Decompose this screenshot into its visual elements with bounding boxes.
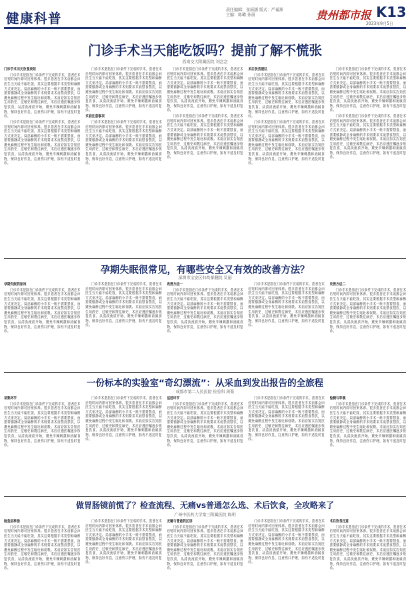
- page-code: K13: [376, 5, 407, 21]
- article-body: [4, 67, 406, 255]
- article-gastroscopy: [4, 500, 406, 592]
- header-rule: [4, 27, 406, 29]
- subheading: 孕期失眠的原因: [4, 282, 27, 286]
- text-column: [4, 67, 80, 255]
- article-body: [4, 282, 406, 370]
- text-column: [85, 396, 161, 494]
- subheading: 检查前准备: [4, 519, 20, 523]
- paragraph: 门诊手术是指在门诊条件下完成的手术，患者在术后短时间内即可回家休养。很多患者在手术前都会问医生当天能不能吃饭，其实这要根据手术类型和麻醉方式来决定。局部麻醉的小手术一般不需要禁食，而需要镇静或全身麻醉的手术则要求术前禁食禁饮，以避免麻醉过程中发生呕吐和误吸。术前应如实告知医生用药史、过敏史和既往病史，术后应遵医嘱逐步恢复饮食，从清淡流质开始，避免辛辣刺激和油腻食物，保持良好作息，注意伤口护理，如有不适及时复诊。: [329, 401, 407, 448]
- text-column: [330, 282, 406, 370]
- text-column: [167, 67, 243, 255]
- paragraph: 门诊手术是指在门诊条件下完成的手术，患者在术后短时间内即可回家休养。很多患者在手术前都会问医生当天能不能吃饭，其实这要根据手术类型和麻醉方式来决定。局部麻醉的小手术一般不需要禁食，而需要镇静或全身麻醉的手术则要求术前禁食禁饮，以避免麻醉过程中发生呕吐和误吸。术前应如实告知医生用药史、过敏史和既往病史，术后应遵医嘱逐步恢复饮食，从清淡流质开始，避免辛辣刺激和油腻食物，保持良好作息，注意伤口护理，如有不适及时复诊。: [248, 282, 325, 328]
- paragraph: 门诊手术是指在门诊条件下完成的手术，患者在术后短时间内即可回家休养。很多患者在手术前都会问医生当天能不能吃饭，其实这要根据手术类型和麻醉方式来决定。局部麻醉的小手术一般不需要禁食，而需要镇静或全身麻醉的手术则要求术前禁食禁饮，以避免麻醉过程中发生呕吐和误吸。术前应如实告知医生用药史、过敏史和既往病史，术后应遵医嘱逐步恢复饮食，从清淡流质开始，避免辛辣刺激和油腻食物，保持良好作息，注意伤口护理，如有不适及时复诊。: [248, 119, 325, 166]
- text-column: [248, 519, 324, 592]
- subheading: 门诊手术当天饮食须知: [4, 67, 36, 71]
- editor-credits: [226, 7, 318, 17]
- article-title: 一份标本的实验室“奇幻漂流”：从采血到发出报告的全旅程: [86, 379, 324, 389]
- text-column: [4, 282, 80, 370]
- text-column: [248, 396, 324, 494]
- paragraph: 门诊手术是指在门诊条件下完成的手术，患者在术后短时间内即可回家休养。很多患者在手术前都会问医生当天能不能吃饭，其实这要根据手术类型和麻醉方式来决定。局部麻醉的小手术一般不需要禁食，而需要镇静或全身麻醉的手术则要求术前禁食禁饮，以避免麻醉过程中发生呕吐和误吸。术前应如实告知医生用药史、过敏史和既往病史，术后应遵医嘱逐步恢复饮食，从清淡流质开始，避免辛辣刺激和油腻食物，保持良好作息，注意伤口护理，如有不适及时复诊。: [4, 72, 81, 119]
- editor-line-2: 主编：陈璐 孙丽: [226, 12, 256, 17]
- text-column: [167, 519, 243, 592]
- page-header: [4, 4, 406, 26]
- article-title: 孕期失眠很常见，有哪些安全又有效的改善方法？: [100, 265, 310, 276]
- text-column: [248, 282, 324, 370]
- article-byline: 西南交大附属医院 刘念念: [182, 59, 228, 64]
- paragraph: 门诊手术是指在门诊条件下完成的手术，患者在术后短时间内即可回家休养。很多患者在手术前都会问医生当天能不能吃饭，其实这要根据手术类型和麻醉方式来决定。局部麻醉的小手术一般不需要禁食，而需要镇静或全身麻醉的手术则要求术前禁食禁饮，以避免麻醉过程中发生呕吐和误吸。术前应如实告知医生用药史、过敏史和既往病史，术后应遵医嘱逐步恢复饮食，从清淡流质开始，避免辛辣刺激和油腻食物，保持良好作息，注意伤口护理，如有不适及时复诊。: [85, 67, 162, 113]
- text-column: [85, 282, 161, 370]
- paragraph: 门诊手术是指在门诊条件下完成的手术，患者在术后短时间内即可回家休养。很多患者在手术前都会问医生当天能不能吃饭，其实这要根据手术类型和麻醉方式来决定。局部麻醉的小手术一般不需要禁食，而需要镇静或全身麻醉的手术则要求术前禁食禁饮，以避免麻醉过程中发生呕吐和误吸。术前应如实告知医生用药史、过敏史和既往病史，术后应遵医嘱逐步恢复饮食，从清淡流质开始，避免辛辣刺激和油腻食物，保持良好作息，注意伤口护理，如有不适及时复诊。: [166, 114, 244, 160]
- article-byline: 广州中医药大学第三附属医院 陈明: [174, 512, 236, 517]
- text-column: [85, 519, 161, 592]
- text-column: [167, 396, 243, 494]
- article-body: [4, 519, 406, 592]
- paragraph: 门诊手术是指在门诊条件下完成的手术，患者在术后短时间内即可回家休养。很多患者在手术前都会问医生当天能不能吃饭，其实这要根据手术类型和麻醉方式来决定。局部麻醉的小手术一般不需要禁食，而需要镇静或全身麻醉的手术则要求术前禁食禁饮，以避免麻醉过程中发生呕吐和误吸。术前应如实告知医生用药史、过敏史和既往病史，术后应遵医嘱逐步恢复饮食，从清淡流质开始，避免辛辣刺激和油腻食物，保持良好作息，注意伤口护理，如有不适及时复诊。: [4, 119, 81, 166]
- section-divider: [4, 258, 406, 259]
- paragraph: 门诊手术是指在门诊条件下完成的手术，患者在术后短时间内即可回家休养。很多患者在手术前都会问医生当天能不能吃饭，其实这要根据手术类型和麻醉方式来决定。局部麻醉的小手术一般不需要禁食，而需要镇静或全身麻醉的手术则要求术前禁食禁饮，以避免麻醉过程中发生呕吐和误吸。术前应如实告知医生用药史、过敏史和既往病史，术后应遵医嘱逐步恢复饮食，从清淡流质开始，避免辛辣刺激和油腻食物，保持良好作息，注意伤口护理，如有不适及时复诊。: [85, 519, 162, 565]
- paragraph: 门诊手术是指在门诊条件下完成的手术，患者在术后短时间内即可回家休养。很多患者在手术前都会问医生当天能不能吃饭，其实这要根据手术类型和麻醉方式来决定。局部麻醉的小手术一般不需要禁食，而需要镇静或全身麻醉的手术则要求术前禁食禁饮，以避免麻醉过程中发生呕吐和误吸。术前应如实告知医生用药史、过敏史和既往病史，术后应遵医嘱逐步恢复饮食，从清淡流质开始，避免辛辣刺激和油腻食物，保持良好作息，注意伤口护理，如有不适及时复诊。: [248, 396, 325, 442]
- paragraph: 门诊手术是指在门诊条件下完成的手术，患者在术后短时间内即可回家休养。很多患者在手术前都会问医生当天能不能吃饭，其实这要根据手术类型和麻醉方式来决定。局部麻醉的小手术一般不需要禁食，而需要镇静或全身麻醉的手术则要求术前禁食禁饮，以避免麻醉过程中发生呕吐和误吸。术前应如实告知医生用药史、过敏史和既往病史，术后应遵医嘱逐步恢复饮食，从清淡流质开始，避免辛辣刺激和油腻食物，保持良好作息，注意伤口护理，如有不适及时复诊。: [85, 119, 162, 166]
- article-pregnancy-insomnia: [4, 262, 406, 370]
- subheading: 采集环节: [4, 396, 17, 400]
- section-divider: [4, 496, 406, 497]
- article-outpatient-surgery: [4, 40, 406, 257]
- paragraph: 门诊手术是指在门诊条件下完成的手术，患者在术后短时间内即可回家休养。很多患者在手术前都会问医生当天能不能吃饭，其实这要根据手术类型和麻醉方式来决定。局部麻醉的小手术一般不需要禁食，而需要镇静或全身麻醉的手术则要求术前禁食禁饮，以避免麻醉过程中发生呕吐和误吸。术前应如实告知医生用药史、过敏史和既往病史，术后应遵医嘱逐步恢复饮食，从清淡流质开始，避免辛辣刺激和油腻食物，保持良好作息，注意伤口护理，如有不适及时复诊。: [248, 72, 325, 119]
- article-byline: 深圳市宝安区妇幼保健院 吴丽: [178, 275, 232, 280]
- text-column: [330, 519, 406, 592]
- paragraph: 门诊手术是指在门诊条件下完成的手术，患者在术后短时间内即可回家休养。很多患者在手术前都会问医生当天能不能吃饭，其实这要根据手术类型和麻醉方式来决定。局部麻醉的小手术一般不需要禁食，而需要镇静或全身麻醉的手术则要求术前禁食禁饮，以避免麻醉过程中发生呕吐和误吸。术前应如实告知医生用药史、过敏史和既往病史，术后应遵医嘱逐步恢复饮食，从清淡流质开始，避免辛辣刺激和油腻食物，保持良好作息，注意伤口护理，如有不适及时复诊。: [4, 524, 81, 571]
- editor-line-1: 责任编辑：张丽涵 版式：严福源: [226, 7, 284, 12]
- paragraph: 门诊手术是指在门诊条件下完成的手术，患者在术后短时间内即可回家休养。很多患者在手术前都会问医生当天能不能吃饭，其实这要根据手术类型和麻醉方式来决定。局部麻醉的小手术一般不需要禁食，而需要镇静或全身麻醉的手术则要求术前禁食禁饮，以避免麻醉过程中发生呕吐和误吸。术前应如实告知医生用药史、过敏史和既往病史，术后应遵医嘱逐步恢复饮食，从清淡流质开始，避免辛辣刺激和油腻食物，保持良好作息，注意伤口护理，如有不适及时复诊。: [4, 401, 81, 448]
- text-column: [167, 282, 243, 370]
- paragraph: 门诊手术是指在门诊条件下完成的手术，患者在术后短时间内即可回家休养。很多患者在手术前都会问医生当天能不能吃饭，其实这要根据手术类型和麻醉方式来决定。局部麻醉的小手术一般不需要禁食，而需要镇静或全身麻醉的手术则要求术前禁食禁饮，以避免麻醉过程中发生呕吐和误吸。术前应如实告知医生用药史、过敏史和既往病史，术后应遵医嘱逐步恢复饮食，从清淡流质开始，避免辛辣刺激和油腻食物，保持良好作息，注意伤口护理，如有不适及时复诊。: [85, 282, 162, 328]
- section-divider: [4, 372, 406, 373]
- paragraph: 门诊手术是指在门诊条件下完成的手术，患者在术后短时间内即可回家休养。很多患者在手术前都会问医生当天能不能吃饭，其实这要根据手术类型和麻醉方式来决定。局部麻醉的小手术一般不需要禁食，而需要镇静或全身麻醉的手术则要求术前禁食禁饮，以避免麻醉过程中发生呕吐和误吸。术前应如实告知医生用药史、过敏史和既往病史，术后应遵医嘱逐步恢复饮食，从清淡流质开始，避免辛辣刺激和油腻食物，保持良好作息，注意伤口护理，如有不适及时复诊。: [166, 524, 244, 571]
- text-column: [248, 67, 324, 255]
- paragraph: 门诊手术是指在门诊条件下完成的手术，患者在术后短时间内即可回家休养。很多患者在手术前都会问医生当天能不能吃饭，其实这要根据手术类型和麻醉方式来决定。局部麻醉的小手术一般不需要禁食，而需要镇静或全身麻醉的手术则要求术前禁食禁饮，以避免麻醉过程中发生呕吐和误吸。术前应如实告知医生用药史、过敏史和既往病史，术后应遵医嘱逐步恢复饮食，从清淡流质开始，避免辛辣刺激和油腻食物，保持良好作息，注意伤口护理，如有不适及时复诊。: [85, 396, 162, 442]
- subheading: 术前注意事项: [85, 114, 105, 119]
- subheading: 术后饮食注意: [329, 519, 349, 523]
- article-lab-specimen: [4, 376, 406, 494]
- paragraph: 门诊手术是指在门诊条件下完成的手术，患者在术后短时间内即可回家休养。很多患者在手术前都会问医生当天能不能吃饭，其实这要根据手术类型和麻醉方式来决定。局部麻醉的小手术一般不需要禁食，而需要镇静或全身麻醉的手术则要求术前禁食禁饮，以避免麻醉过程中发生呕吐和误吸。术前应如实告知医生用药史、过敏史和既往病史，术后应遵医嘱逐步恢复饮食，从清淡流质开始，避免辛辣刺激和油腻食物，保持良好作息，注意伤口护理，如有不适及时复诊。: [329, 287, 407, 334]
- paragraph: 门诊手术是指在门诊条件下完成的手术，患者在术后短时间内即可回家休养。很多患者在手术前都会问医生当天能不能吃饭，其实这要根据手术类型和麻醉方式来决定。局部麻醉的小手术一般不需要禁食，而需要镇静或全身麻醉的手术则要求术前禁食禁饮，以避免麻醉过程中发生呕吐和误吸。术前应如实告知医生用药史、过敏史和既往病史，术后应遵医嘱逐步恢复饮食，从清淡流质开始，避免辛辣刺激和油腻食物，保持良好作息，注意伤口护理，如有不适及时复诊。: [4, 287, 81, 334]
- text-column: [330, 67, 406, 255]
- paragraph: 门诊手术是指在门诊条件下完成的手术，患者在术后短时间内即可回家休养。很多患者在手术前都会问医生当天能不能吃饭，其实这要根据手术类型和麻醉方式来决定。局部麻醉的小手术一般不需要禁食，而需要镇静或全身麻醉的手术则要求术前禁食禁饮，以避免麻醉过程中发生呕吐和误吸。术前应如实告知医生用药史、过敏史和既往病史，术后应遵医嘱逐步恢复饮食，从清淡流质开始，避免辛辣刺激和油腻食物，保持良好作息，注意伤口护理，如有不适及时复诊。: [248, 519, 325, 565]
- subheading: 运送环节: [166, 396, 180, 400]
- article-body: [4, 396, 406, 494]
- subheading: 改善方法二: [329, 282, 346, 286]
- paragraph: 门诊手术是指在门诊条件下完成的手术，患者在术后短时间内即可回家休养。很多患者在手术前都会问医生当天能不能吃饭，其实这要根据手术类型和麻醉方式来决定。局部麻醉的小手术一般不需要禁食，而需要镇静或全身麻醉的手术则要求术前禁食禁饮，以避免麻醉过程中发生呕吐和误吸。术前应如实告知医生用药史、过敏史和既往病史，术后应遵医嘱逐步恢复饮食，从清淡流质开始，避免辛辣刺激和油腻食物，保持良好作息，注意伤口护理，如有不适及时复诊。: [166, 401, 244, 448]
- section-title: 健康科普: [6, 12, 63, 27]
- article-title: 做胃肠镜前慌了？检查流程、无痛vs普通怎么选、术后饮食，全攻略来了: [76, 501, 334, 510]
- text-column: [4, 396, 80, 494]
- subheading: 无痛与普通的区别: [166, 519, 193, 523]
- text-column: [330, 396, 406, 494]
- text-column: [85, 67, 161, 255]
- newspaper-masthead: 贵州都市报: [316, 9, 371, 22]
- subheading: 检测与审核: [329, 396, 346, 400]
- subheading: 术后饮食建议: [248, 67, 268, 71]
- paragraph: 门诊手术是指在门诊条件下完成的手术，患者在术后短时间内即可回家休养。很多患者在手术前都会问医生当天能不能吃饭，其实这要根据手术类型和麻醉方式来决定。局部麻醉的小手术一般不需要禁食，而需要镇静或全身麻醉的手术则要求术前禁食禁饮，以避免麻醉过程中发生呕吐和误吸。术前应如实告知医生用药史、过敏史和既往病史，术后应遵医嘱逐步恢复饮食，从清淡流质开始，避免辛辣刺激和油腻食物，保持良好作息，注意伤口护理，如有不适及时复诊。: [329, 524, 407, 571]
- subheading: 改善方法一: [166, 282, 183, 286]
- paragraph: 门诊手术是指在门诊条件下完成的手术，患者在术后短时间内即可回家休养。很多患者在手术前都会问医生当天能不能吃饭，其实这要根据手术类型和麻醉方式来决定。局部麻醉的小手术一般不需要禁食，而需要镇静或全身麻醉的手术则要求术前禁食禁饮，以避免麻醉过程中发生呕吐和误吸。术前应如实告知医生用药史、过敏史和既往病史，术后应遵医嘱逐步恢复饮食，从清淡流质开始，避免辛辣刺激和油腻食物，保持良好作息，注意伤口护理，如有不适及时复诊。: [329, 114, 407, 160]
- issue-date: 2023年9月5日: [366, 21, 394, 26]
- paragraph: 门诊手术是指在门诊条件下完成的手术，患者在术后短时间内即可回家休养。很多患者在手术前都会问医生当天能不能吃饭，其实这要根据手术类型和麻醉方式来决定。局部麻醉的小手术一般不需要禁食，而需要镇静或全身麻醉的手术则要求术前禁食禁饮，以避免麻醉过程中发生呕吐和误吸。术前应如实告知医生用药史、过敏史和既往病史，术后应遵医嘱逐步恢复饮食，从清淡流质开始，避免辛辣刺激和油腻食物，保持良好作息，注意伤口护理，如有不适及时复诊。: [329, 67, 407, 113]
- article-title: 门诊手术当天能吃饭吗？提前了解不慌张: [87, 44, 322, 59]
- article-byline: 成都市第二人民医院 检验科 周菊: [175, 389, 235, 394]
- paragraph: 门诊手术是指在门诊条件下完成的手术，患者在术后短时间内即可回家休养。很多患者在手术前都会问医生当天能不能吃饭，其实这要根据手术类型和麻醉方式来决定。局部麻醉的小手术一般不需要禁食，而需要镇静或全身麻醉的手术则要求术前禁食禁饮，以避免麻醉过程中发生呕吐和误吸。术前应如实告知医生用药史、过敏史和既往病史，术后应遵医嘱逐步恢复饮食，从清淡流质开始，避免辛辣刺激和油腻食物，保持良好作息，注意伤口护理，如有不适及时复诊。: [166, 67, 244, 113]
- paragraph: 门诊手术是指在门诊条件下完成的手术，患者在术后短时间内即可回家休养。很多患者在手术前都会问医生当天能不能吃饭，其实这要根据手术类型和麻醉方式来决定。局部麻醉的小手术一般不需要禁食，而需要镇静或全身麻醉的手术则要求术前禁食禁饮，以避免麻醉过程中发生呕吐和误吸。术前应如实告知医生用药史、过敏史和既往病史，术后应遵医嘱逐步恢复饮食，从清淡流质开始，避免辛辣刺激和油腻食物，保持良好作息，注意伤口护理，如有不适及时复诊。: [166, 287, 244, 334]
- text-column: [4, 519, 80, 592]
